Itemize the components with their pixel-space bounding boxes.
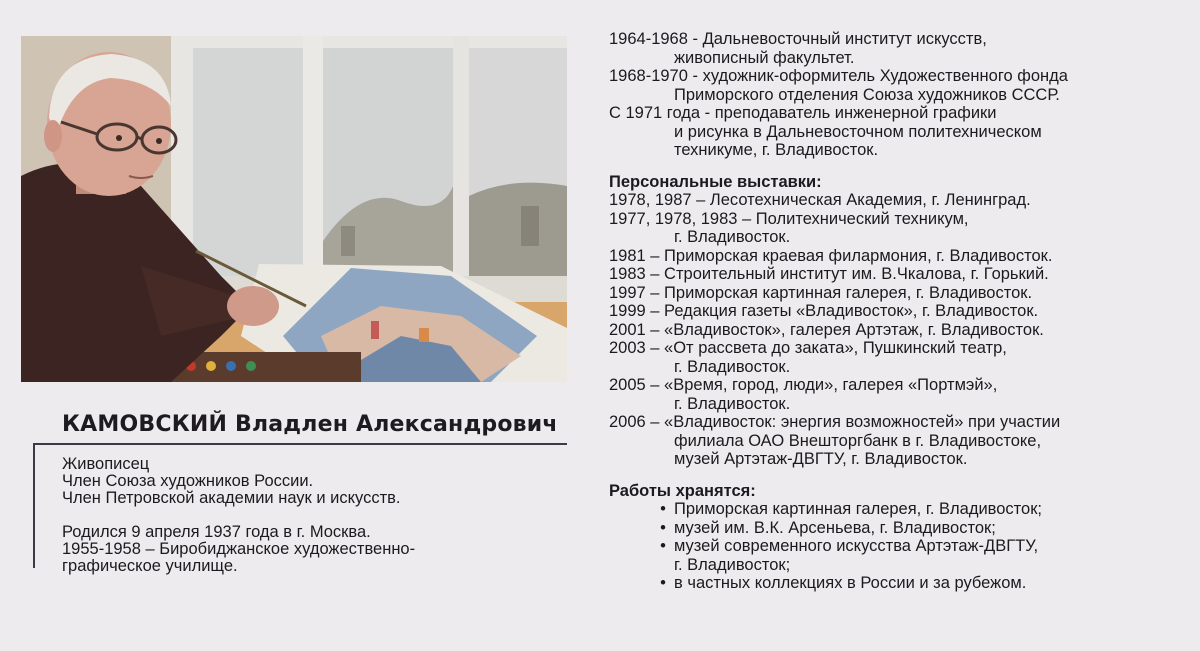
collection-text: музей современного искусства Артэтаж-ДВГТУ, (674, 537, 1039, 555)
collections-heading: Работы хранятся: (609, 481, 756, 500)
education-line: 1968-1970 - художник-оформитель Художественного фонда (609, 67, 1068, 85)
section-spacer (609, 469, 1189, 482)
collection-text: музей им. В.К. Арсеньева, г. Владивосток; (674, 518, 996, 537)
bullet-icon: • (660, 537, 666, 555)
exhibition-line: 1978, 1987 – Лесотехническая Академия, г. Ленинград. (609, 191, 1031, 209)
exhibitions-heading: Персональные выставки: (609, 172, 822, 191)
name-underline-divider (33, 443, 567, 445)
exhibition-line: 2005 – «Время, город, люди», галерея «Портмэй», (609, 376, 998, 394)
education-line: техникуме, г. Владивосток. (674, 141, 879, 159)
exhibition-line: г. Владивосток. (674, 228, 791, 246)
collections-list (609, 500, 1189, 593)
artist-painting-photo (21, 36, 567, 382)
collection-text: г. Владивосток; (674, 555, 791, 574)
collection-text: Приморская картинная галерея, г. Владивосток; (674, 500, 1043, 518)
bio-block (62, 456, 562, 575)
artist-name: КАМОВСКИЙ Владлен Александрович (62, 412, 558, 437)
bio-spacer (62, 507, 562, 524)
education-line: С 1971 года - преподаватель инженерной графики (609, 104, 997, 122)
bio-birth: Родился 9 апреля 1937 года в г. Москва. (62, 523, 371, 541)
bio-side-bar (33, 445, 35, 568)
list-item (609, 556, 1189, 575)
education-line: 1964-1968 - Дальневосточный институт искусств, (609, 30, 987, 48)
artist-photo (21, 36, 567, 382)
list-item (609, 574, 1189, 593)
bullet-icon: • (660, 574, 666, 592)
exhibition-line: музей Артэтаж-ДВГТУ, г. Владивосток. (674, 450, 968, 468)
exhibition-line: 1981 – Приморская краевая филармония, г. Владивосток. (609, 246, 1053, 265)
exhibition-line: 1999 – Редакция газеты «Владивосток», г. Владивосток. (609, 302, 1039, 320)
education-line: Приморского отделения Союза художников СССР. (674, 85, 1060, 104)
bio-membership: Член Союза художников России. (62, 472, 314, 490)
bio-school: 1955-1958 – Биробиджанское художественно- (62, 540, 416, 558)
list-item (609, 519, 1189, 538)
bullet-icon: • (660, 500, 666, 518)
section-spacer (609, 160, 1189, 173)
list-item (609, 537, 1189, 556)
exhibition-line: 1983 – Строительный институт им. В.Чкалова, г. Горький. (609, 265, 1049, 283)
bio-membership: Член Петровской академии наук и искусств. (62, 489, 401, 507)
bullet-icon: • (660, 518, 666, 537)
exhibition-line: г. Владивосток. (674, 357, 791, 376)
exhibition-line: 1977, 1978, 1983 – Политехнический техникум, (609, 209, 969, 228)
education-line: живописный факультет. (674, 48, 855, 67)
exhibition-line: 2006 – «Владивосток: энергия возможностей» при участии (609, 413, 1061, 431)
exhibition-line: 2003 – «От рассвета до заката», Пушкинский театр, (609, 339, 1007, 357)
list-item (609, 500, 1189, 519)
career-column (609, 30, 1189, 593)
exhibition-line: 1997 – Приморская картинная галерея, г. Владивосток. (609, 283, 1033, 302)
education-line: и рисунка в Дальневосточном политехническом (674, 122, 1042, 141)
exhibition-line: г. Владивосток. (674, 394, 791, 413)
exhibition-line: филиала ОАО Внешторгбанк в г. Владивостоке, (674, 431, 1042, 450)
bio-school: графическое училище. (62, 557, 238, 575)
bio-profession: Живописец (62, 455, 150, 473)
collection-text: в частных коллекциях в России и за рубежом. (674, 574, 1027, 592)
exhibition-line: 2001 – «Владивосток», галерея Артэтаж, г. Владивосток. (609, 320, 1044, 339)
